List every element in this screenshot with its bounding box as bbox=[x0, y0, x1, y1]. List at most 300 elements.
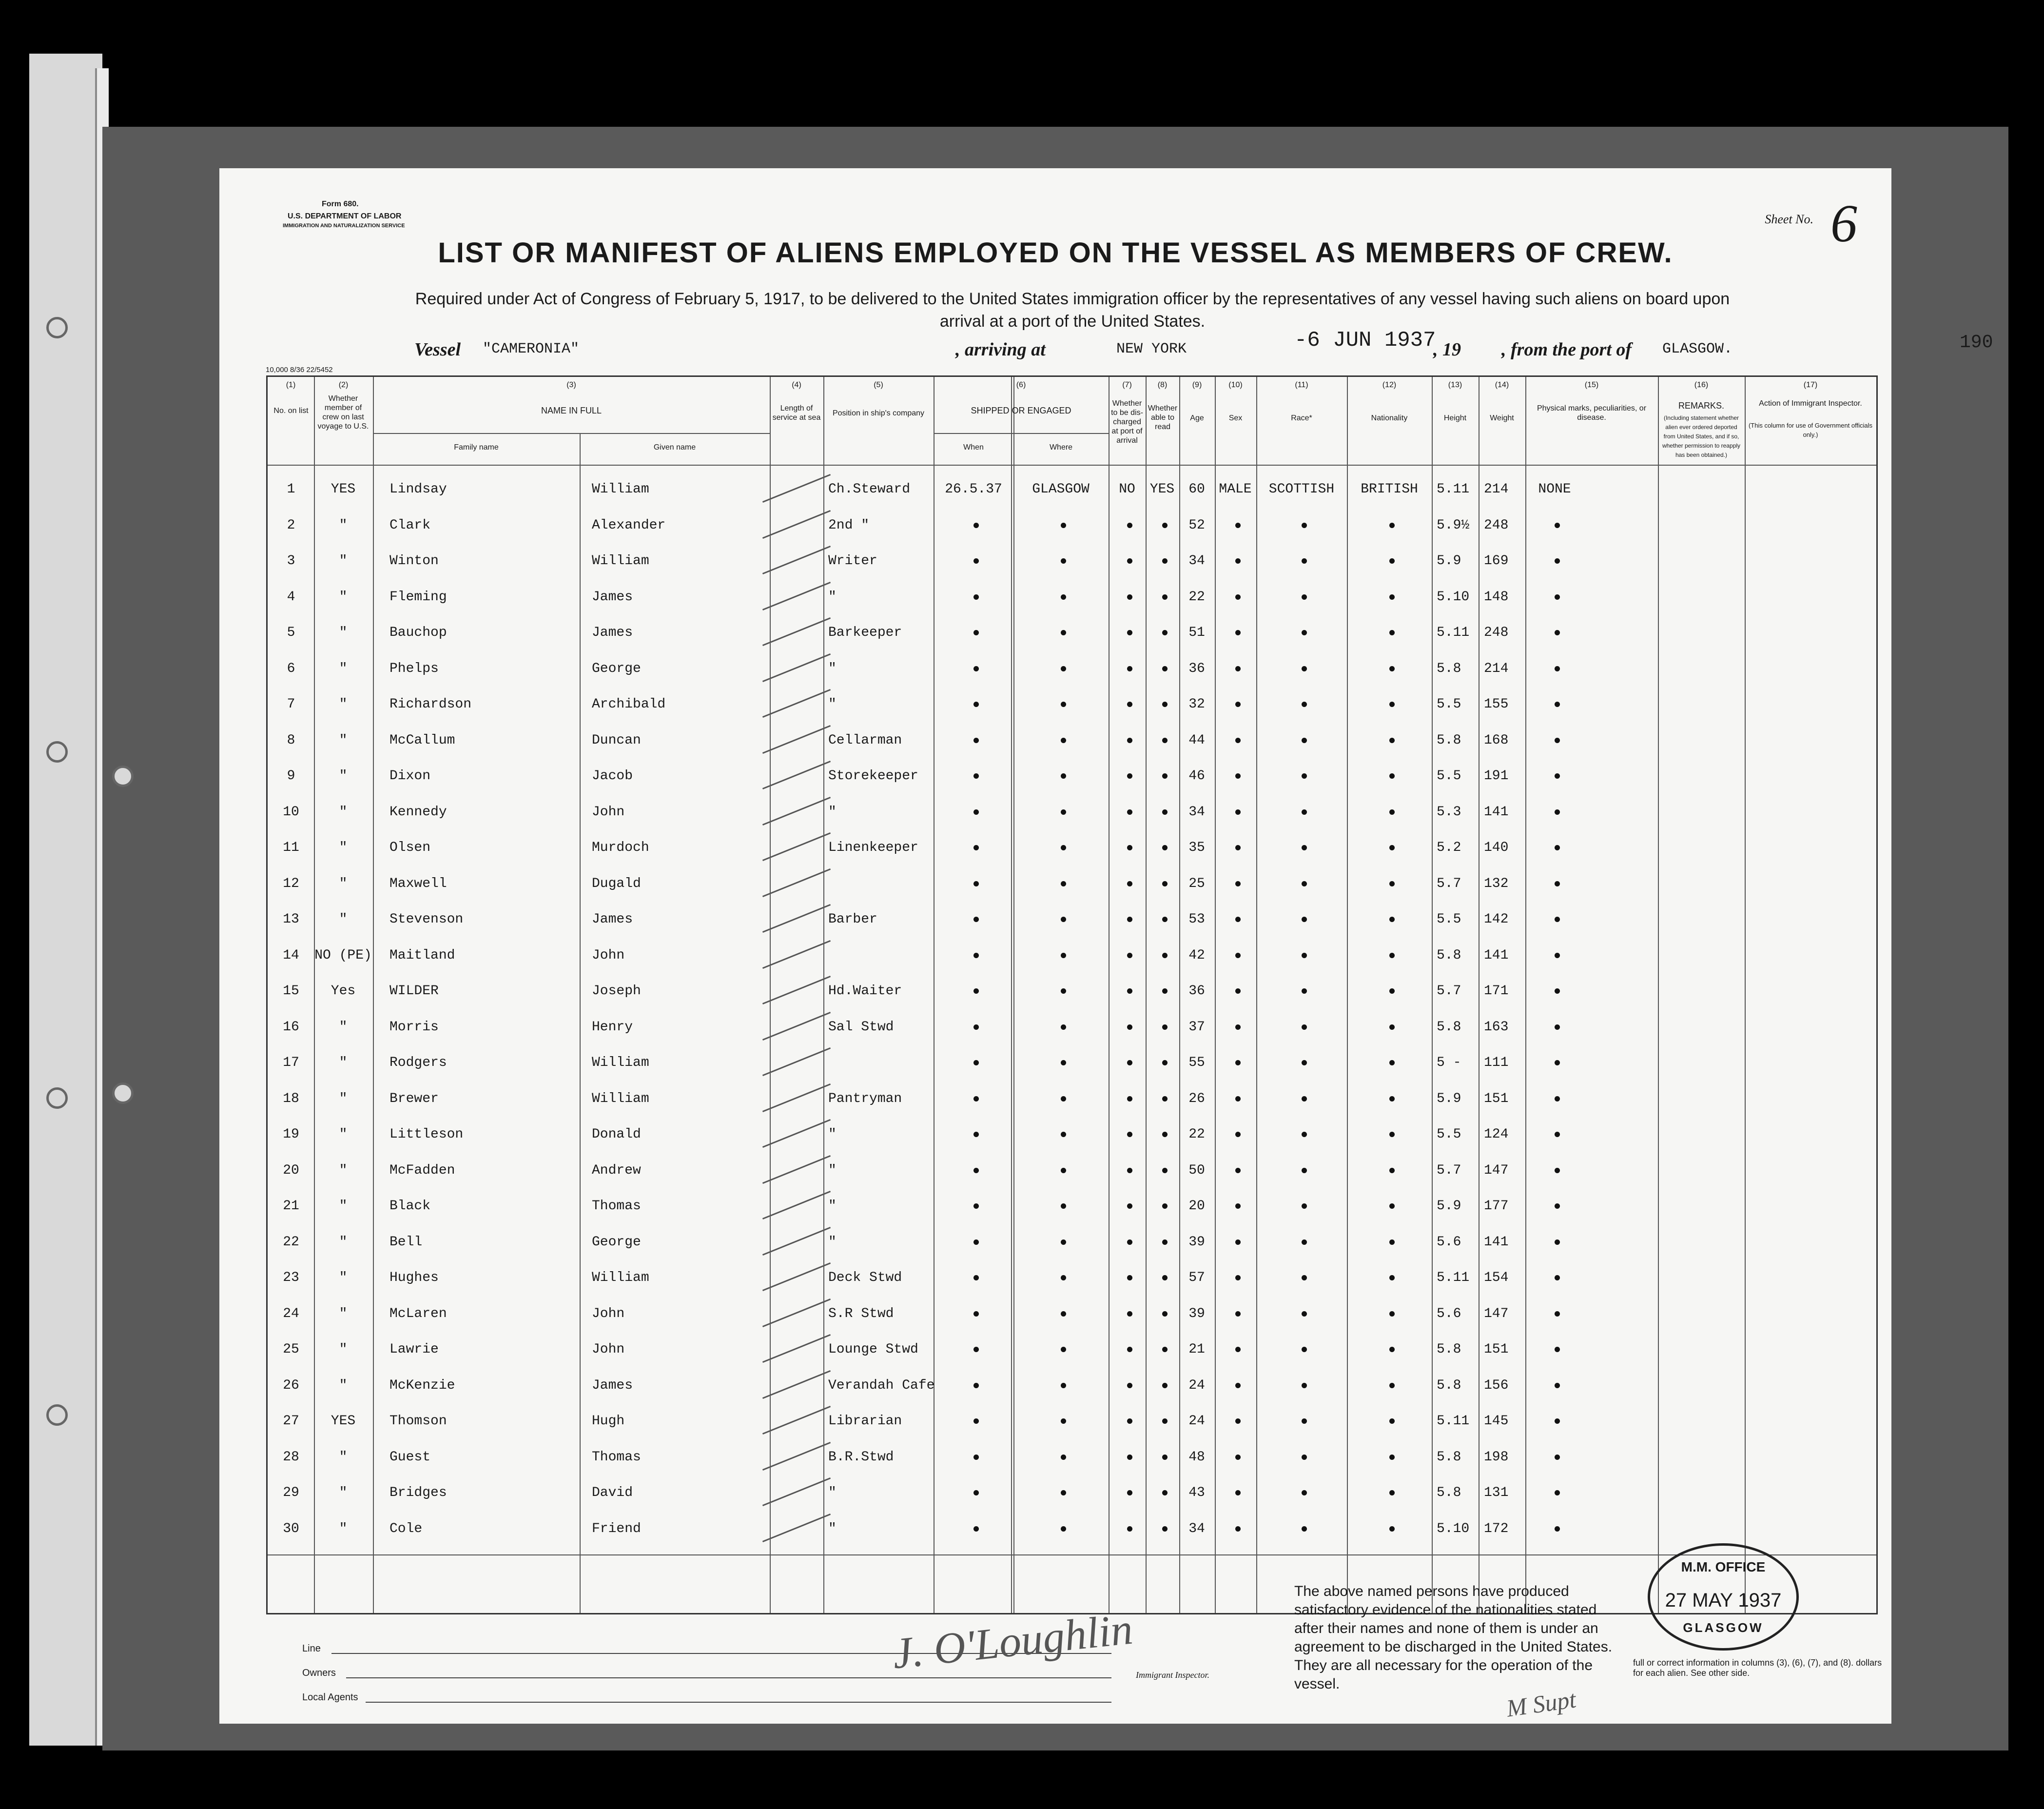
shipped-where: GLASGOW bbox=[1032, 482, 1090, 497]
height: 5.6 bbox=[1437, 1234, 1461, 1250]
ditto-mark bbox=[1061, 1168, 1066, 1173]
ditto-mark bbox=[973, 1239, 979, 1245]
ditto-mark bbox=[973, 953, 979, 958]
service-length-mark bbox=[762, 797, 831, 826]
service-length-mark bbox=[762, 868, 831, 897]
ditto-mark bbox=[1162, 594, 1168, 600]
ditto-mark bbox=[1235, 594, 1241, 600]
given-name: Henry bbox=[592, 1019, 633, 1035]
position-in-company: " bbox=[828, 1199, 837, 1214]
family-name: Brewer bbox=[389, 1091, 439, 1106]
ditto-mark bbox=[1555, 1347, 1560, 1352]
table-row bbox=[268, 1440, 1876, 1475]
position-in-company: Writer bbox=[828, 553, 877, 569]
ditto-mark bbox=[1302, 702, 1307, 707]
table-row bbox=[268, 1225, 1876, 1260]
row-number: 6 bbox=[287, 661, 295, 676]
age: 22 bbox=[1188, 589, 1205, 605]
position-in-company: S.R Stwd bbox=[828, 1306, 894, 1321]
ditto-mark bbox=[1061, 1203, 1066, 1209]
age: 50 bbox=[1188, 1162, 1205, 1178]
position-in-company: Barber bbox=[828, 912, 877, 927]
member-last-voyage: " bbox=[339, 517, 348, 533]
ditto-mark bbox=[1127, 1168, 1132, 1173]
given-name: Andrew bbox=[592, 1162, 641, 1178]
ditto-mark bbox=[1389, 1418, 1395, 1424]
ditto-mark bbox=[1162, 523, 1168, 528]
age: 24 bbox=[1188, 1414, 1205, 1429]
position-in-company: Sal Stwd bbox=[828, 1019, 894, 1035]
age: 44 bbox=[1188, 732, 1205, 748]
service-length-mark bbox=[762, 976, 831, 1004]
ditto-mark bbox=[1302, 738, 1307, 743]
requirement-text: Required under Act of Congress of February 5, 1917, to be delivered to the United States immigration officer by the representatives of any vessel having such aliens on board upon arrival at a port of the United States. bbox=[415, 290, 1730, 331]
header-shipped-engaged: SHIPPED OR ENGAGED bbox=[971, 406, 1071, 415]
ditto-mark bbox=[1127, 738, 1132, 743]
ditto-mark bbox=[1127, 1239, 1132, 1245]
ditto-mark bbox=[973, 1275, 979, 1280]
age: 22 bbox=[1188, 1127, 1205, 1142]
ditto-mark bbox=[1127, 1096, 1132, 1101]
row-number: 10 bbox=[283, 804, 299, 820]
stamp-bottom: GLASGOW bbox=[1683, 1620, 1764, 1635]
ditto-mark bbox=[1389, 666, 1395, 671]
ditto-mark bbox=[1302, 1311, 1307, 1317]
ditto-mark bbox=[973, 1347, 979, 1352]
header-length-service: Length of service at sea bbox=[772, 404, 821, 422]
member-last-voyage: " bbox=[339, 912, 348, 927]
height: 5.9½ bbox=[1437, 517, 1470, 533]
ditto-mark bbox=[1162, 953, 1168, 958]
ditto-mark bbox=[1389, 917, 1395, 922]
ditto-mark bbox=[1127, 1490, 1132, 1495]
height: 5.8 bbox=[1437, 1342, 1461, 1357]
family-name: Lindsay bbox=[389, 482, 447, 497]
ditto-mark bbox=[1061, 1455, 1066, 1460]
nationality: BRITISH bbox=[1361, 482, 1418, 497]
ditto-mark bbox=[973, 738, 979, 743]
ditto-mark bbox=[1061, 1024, 1066, 1030]
ditto-mark bbox=[1302, 1096, 1307, 1101]
position-in-company: Hd.Waiter bbox=[828, 983, 902, 999]
ditto-mark bbox=[1127, 1275, 1132, 1280]
line-label: Line bbox=[302, 1643, 321, 1654]
ditto-mark bbox=[1389, 1383, 1395, 1388]
position-in-company: Barkeeper bbox=[828, 625, 902, 640]
age: 51 bbox=[1188, 625, 1205, 640]
weight: 145 bbox=[1484, 1414, 1509, 1429]
given-name: Donald bbox=[592, 1127, 641, 1142]
ditto-mark bbox=[1389, 1060, 1395, 1065]
ditto-mark bbox=[1235, 738, 1241, 743]
family-name: Guest bbox=[389, 1449, 431, 1465]
family-name: Maxwell bbox=[389, 876, 447, 891]
ditto-mark bbox=[1162, 1275, 1168, 1280]
service-length-mark bbox=[762, 940, 831, 969]
service-length-mark bbox=[762, 1370, 831, 1399]
ditto-mark bbox=[1389, 1455, 1395, 1460]
row-number: 18 bbox=[283, 1091, 299, 1106]
ditto-mark bbox=[1127, 702, 1132, 707]
ditto-mark bbox=[1555, 1203, 1560, 1209]
ditto-mark bbox=[1127, 845, 1132, 850]
ditto-mark bbox=[1162, 881, 1168, 886]
age: 35 bbox=[1188, 840, 1205, 855]
ditto-mark bbox=[1061, 1383, 1066, 1388]
ditto-mark bbox=[1061, 1347, 1066, 1352]
ditto-mark bbox=[1389, 953, 1395, 958]
position-in-company: Verandah Cafe bbox=[828, 1377, 935, 1393]
given-name: Archibald bbox=[592, 697, 666, 712]
service-length-mark bbox=[762, 1442, 831, 1471]
column-number: (17) bbox=[1803, 381, 1818, 389]
arriving-label: , arriving at bbox=[955, 339, 1046, 360]
ditto-mark bbox=[1127, 523, 1132, 528]
ditto-mark bbox=[1555, 594, 1560, 600]
ditto-mark bbox=[973, 666, 979, 671]
ditto-mark bbox=[1127, 953, 1132, 958]
member-last-voyage: " bbox=[339, 1270, 348, 1285]
age: 43 bbox=[1188, 1485, 1205, 1500]
header-race: Race* bbox=[1291, 414, 1312, 422]
column-number: (3) bbox=[566, 381, 576, 389]
member-last-voyage: Yes bbox=[331, 983, 356, 999]
given-name: Friend bbox=[592, 1521, 641, 1536]
row-number: 13 bbox=[283, 912, 299, 927]
ditto-mark bbox=[1162, 1490, 1168, 1495]
given-name: David bbox=[592, 1485, 633, 1500]
ditto-mark bbox=[1302, 917, 1307, 922]
ditto-mark bbox=[1162, 1347, 1168, 1352]
ditto-mark bbox=[1061, 1490, 1066, 1495]
position-in-company: 2nd " bbox=[828, 517, 870, 533]
weight: 124 bbox=[1484, 1127, 1509, 1142]
ditto-mark bbox=[1389, 773, 1395, 779]
ditto-mark bbox=[1389, 1132, 1395, 1137]
ditto-mark bbox=[1162, 917, 1168, 922]
table-row bbox=[268, 472, 1876, 507]
ditto-mark bbox=[1555, 1096, 1560, 1101]
position-in-company: Ch.Steward bbox=[828, 482, 911, 497]
ditto-mark bbox=[1235, 1203, 1241, 1209]
ditto-mark bbox=[973, 1311, 979, 1317]
column-number: (12) bbox=[1382, 381, 1397, 389]
member-last-voyage: " bbox=[339, 1091, 348, 1106]
service-length-mark bbox=[762, 617, 831, 646]
table-row bbox=[268, 1153, 1876, 1188]
column-number: (4) bbox=[792, 381, 801, 389]
ditto-mark bbox=[1235, 988, 1241, 994]
service-length-mark bbox=[762, 1227, 831, 1256]
family-name: Bridges bbox=[389, 1485, 447, 1500]
row-number: 3 bbox=[287, 553, 295, 569]
ditto-mark bbox=[1061, 953, 1066, 958]
table-row bbox=[268, 1117, 1876, 1152]
weight: 141 bbox=[1484, 947, 1509, 963]
ditto-mark bbox=[1389, 845, 1395, 850]
ditto-mark bbox=[1061, 1275, 1066, 1280]
family-name: Kennedy bbox=[389, 804, 447, 820]
header-height: Height bbox=[1443, 414, 1467, 422]
service-length-mark bbox=[762, 1155, 831, 1184]
ditto-mark bbox=[1235, 1418, 1241, 1424]
binder-ring bbox=[46, 317, 68, 338]
binder-strip bbox=[29, 54, 102, 1746]
ditto-mark bbox=[1235, 523, 1241, 528]
service-length-mark bbox=[762, 510, 831, 539]
service-length-mark bbox=[762, 1334, 831, 1363]
ditto-mark bbox=[1235, 630, 1241, 635]
ditto-mark bbox=[1235, 1275, 1241, 1280]
service-length-mark bbox=[762, 1298, 831, 1327]
ditto-mark bbox=[1302, 523, 1307, 528]
print-code: 10,000 8/36 22/5452 bbox=[266, 366, 333, 374]
ditto-mark bbox=[1389, 523, 1395, 528]
ditto-mark bbox=[1302, 594, 1307, 600]
ditto-mark bbox=[1389, 1347, 1395, 1352]
position-in-company: Lounge Stwd bbox=[828, 1342, 918, 1357]
member-last-voyage: " bbox=[339, 1127, 348, 1142]
ditto-mark bbox=[1389, 1275, 1395, 1280]
weight: 171 bbox=[1484, 983, 1509, 999]
ditto-mark bbox=[1235, 1096, 1241, 1101]
given-name: James bbox=[592, 912, 633, 927]
weight: 142 bbox=[1484, 912, 1509, 927]
ditto-mark bbox=[1389, 881, 1395, 886]
stamp-date: 27 MAY 1937 bbox=[1665, 1590, 1782, 1611]
physical-marks: NONE bbox=[1538, 482, 1571, 497]
ditto-mark bbox=[1235, 1311, 1241, 1317]
subheader-rule bbox=[934, 433, 1109, 434]
family-name: Littleson bbox=[389, 1127, 464, 1142]
ditto-mark bbox=[1061, 702, 1066, 707]
age: 32 bbox=[1188, 697, 1205, 712]
member-last-voyage: " bbox=[339, 840, 348, 855]
ditto-mark bbox=[1555, 1060, 1560, 1065]
ditto-mark bbox=[1235, 1455, 1241, 1460]
height: 5.8 bbox=[1437, 732, 1461, 748]
age: 34 bbox=[1188, 553, 1205, 569]
height: 5.9 bbox=[1437, 1091, 1461, 1106]
ditto-mark bbox=[1235, 666, 1241, 671]
service-length-mark bbox=[762, 1119, 831, 1148]
ditto-mark bbox=[1061, 738, 1066, 743]
family-name: WILDER bbox=[389, 983, 439, 999]
ditto-mark bbox=[1235, 1132, 1241, 1137]
ditto-mark bbox=[1555, 773, 1560, 779]
member-last-voyage: " bbox=[339, 732, 348, 748]
column-number: (5) bbox=[874, 381, 883, 389]
member-last-voyage: " bbox=[339, 589, 348, 605]
ditto-mark bbox=[1389, 630, 1395, 635]
member-last-voyage: " bbox=[339, 1449, 348, 1465]
ditto-mark bbox=[1127, 558, 1132, 564]
ditto-mark bbox=[973, 1132, 979, 1137]
table-row bbox=[268, 1368, 1876, 1403]
table-row bbox=[268, 1010, 1876, 1045]
ditto-mark bbox=[1127, 594, 1132, 600]
table-row bbox=[268, 759, 1876, 794]
ditto-mark bbox=[1162, 1203, 1168, 1209]
ditto-mark bbox=[1389, 1096, 1395, 1101]
member-last-voyage: " bbox=[339, 1306, 348, 1321]
ditto-mark bbox=[973, 773, 979, 779]
ditto-mark bbox=[973, 1490, 979, 1495]
page-number: 190 bbox=[1960, 332, 1993, 353]
position-in-company: Linenkeeper bbox=[828, 840, 918, 855]
service-length-mark bbox=[762, 582, 831, 610]
ditto-mark bbox=[973, 1383, 979, 1388]
height: 5.8 bbox=[1437, 1377, 1461, 1393]
ditto-mark bbox=[1389, 1024, 1395, 1030]
age: 26 bbox=[1188, 1091, 1205, 1106]
ditto-mark bbox=[1127, 1347, 1132, 1352]
binder-ring bbox=[112, 1082, 134, 1104]
row-number: 9 bbox=[287, 768, 295, 784]
weight: 147 bbox=[1484, 1162, 1509, 1178]
member-last-voyage: YES bbox=[331, 482, 356, 497]
row-number: 12 bbox=[283, 876, 299, 891]
given-name: Murdoch bbox=[592, 840, 649, 855]
weight: 141 bbox=[1484, 1234, 1509, 1250]
ditto-mark bbox=[1162, 988, 1168, 994]
header-physical-marks: Physical marks, peculiarities, or disease. bbox=[1537, 404, 1647, 422]
header-when: When bbox=[963, 443, 984, 452]
service-length-mark bbox=[762, 546, 831, 574]
row-number: 20 bbox=[283, 1162, 299, 1178]
row-number: 16 bbox=[283, 1019, 299, 1035]
department: U.S. DEPARTMENT OF LABOR bbox=[288, 212, 402, 220]
row-number: 25 bbox=[283, 1342, 299, 1357]
height: 5.11 bbox=[1437, 625, 1470, 640]
ditto-mark bbox=[1061, 1526, 1066, 1532]
ditto-mark bbox=[973, 809, 979, 815]
member-last-voyage: NO (PE) bbox=[314, 947, 372, 963]
ditto-mark bbox=[1302, 1383, 1307, 1388]
ditto-mark bbox=[1162, 1168, 1168, 1173]
height: 5.8 bbox=[1437, 1485, 1461, 1500]
height: 5.10 bbox=[1437, 589, 1470, 605]
ditto-mark bbox=[1162, 845, 1168, 850]
ditto-mark bbox=[1162, 773, 1168, 779]
position-in-company: Pantryman bbox=[828, 1091, 902, 1106]
age: 42 bbox=[1188, 947, 1205, 963]
ditto-mark bbox=[1235, 1060, 1241, 1065]
header-weight: Weight bbox=[1490, 414, 1514, 422]
height: 5.10 bbox=[1437, 1521, 1470, 1536]
column-number: (2) bbox=[338, 381, 349, 389]
row-number: 17 bbox=[283, 1055, 299, 1070]
ditto-mark bbox=[1235, 1383, 1241, 1388]
position-in-company: " bbox=[828, 1485, 837, 1500]
column-number: (11) bbox=[1295, 381, 1308, 389]
member-last-voyage: " bbox=[339, 1162, 348, 1178]
header-remarks: REMARKS. bbox=[1678, 401, 1725, 411]
given-name: George bbox=[592, 1234, 641, 1250]
ditto-mark bbox=[1061, 594, 1066, 600]
ditto-mark bbox=[1389, 558, 1395, 564]
table-row bbox=[268, 830, 1876, 865]
weight: 155 bbox=[1484, 697, 1509, 712]
family-name: McCallum bbox=[389, 732, 455, 748]
family-name: Olsen bbox=[389, 840, 431, 855]
ditto-mark bbox=[1555, 1311, 1560, 1317]
age: 57 bbox=[1188, 1270, 1205, 1285]
given-name: John bbox=[592, 804, 625, 820]
family-name: Bell bbox=[389, 1234, 423, 1250]
arrival-date-stamp: -6 JUN 1937 bbox=[1294, 328, 1436, 353]
able-to-read: YES bbox=[1149, 482, 1175, 497]
ditto-mark bbox=[1127, 1526, 1132, 1532]
given-name: John bbox=[592, 1342, 625, 1357]
table-row bbox=[268, 1297, 1876, 1332]
height: 5.7 bbox=[1437, 876, 1461, 891]
height: 5.5 bbox=[1437, 697, 1461, 712]
header-where: Where bbox=[1049, 443, 1073, 452]
ditto-mark bbox=[1302, 1239, 1307, 1245]
ditto-mark bbox=[1555, 1455, 1560, 1460]
member-last-voyage: " bbox=[339, 1199, 348, 1214]
ditto-mark bbox=[1235, 1168, 1241, 1173]
service-length-mark bbox=[762, 761, 831, 789]
ditto-mark bbox=[1302, 845, 1307, 850]
weight: 111 bbox=[1484, 1055, 1509, 1070]
height: 5.11 bbox=[1437, 482, 1470, 497]
row-number: 15 bbox=[283, 983, 299, 999]
ditto-mark bbox=[1061, 1132, 1066, 1137]
ditto-mark bbox=[1555, 1490, 1560, 1495]
ditto-mark bbox=[1061, 630, 1066, 635]
ditto-mark bbox=[1162, 630, 1168, 635]
row-number: 8 bbox=[287, 732, 295, 748]
ditto-mark bbox=[1162, 1455, 1168, 1460]
ditto-mark bbox=[1127, 630, 1132, 635]
member-last-voyage: " bbox=[339, 1521, 348, 1536]
ditto-mark bbox=[1127, 1418, 1132, 1424]
family-name: Maitland bbox=[389, 947, 455, 963]
ditto-mark bbox=[1061, 1418, 1066, 1424]
manifest-table bbox=[266, 375, 1878, 1614]
ditto-mark bbox=[1061, 1239, 1066, 1245]
ditto-mark bbox=[1302, 773, 1307, 779]
ditto-mark bbox=[1555, 1275, 1560, 1280]
header-nationality: Nationality bbox=[1371, 414, 1408, 422]
column-number: (13) bbox=[1448, 381, 1462, 389]
age: 52 bbox=[1188, 517, 1205, 533]
ditto-mark bbox=[1302, 1168, 1307, 1173]
given-name: Duncan bbox=[592, 732, 641, 748]
inspector-signature: J. O'Loughlin bbox=[890, 1605, 1135, 1678]
ditto-mark bbox=[1162, 666, 1168, 671]
position-in-company: Storekeeper bbox=[828, 768, 918, 784]
row-number: 23 bbox=[283, 1270, 299, 1285]
member-last-voyage: " bbox=[339, 661, 348, 676]
row-number: 28 bbox=[283, 1449, 299, 1465]
ditto-mark bbox=[1302, 1024, 1307, 1030]
position-in-company: " bbox=[828, 1234, 837, 1250]
service-length-mark bbox=[762, 832, 831, 861]
weight: 132 bbox=[1484, 876, 1509, 891]
ditto-mark bbox=[973, 881, 979, 886]
arriving-port: NEW YORK bbox=[1116, 341, 1187, 357]
ditto-mark bbox=[973, 988, 979, 994]
table-row bbox=[268, 1045, 1876, 1081]
service-length-mark bbox=[762, 1012, 831, 1041]
sex: MALE bbox=[1219, 482, 1252, 497]
service-length-mark bbox=[762, 689, 831, 718]
ditto-mark bbox=[1302, 1132, 1307, 1137]
member-last-voyage: " bbox=[339, 804, 348, 820]
